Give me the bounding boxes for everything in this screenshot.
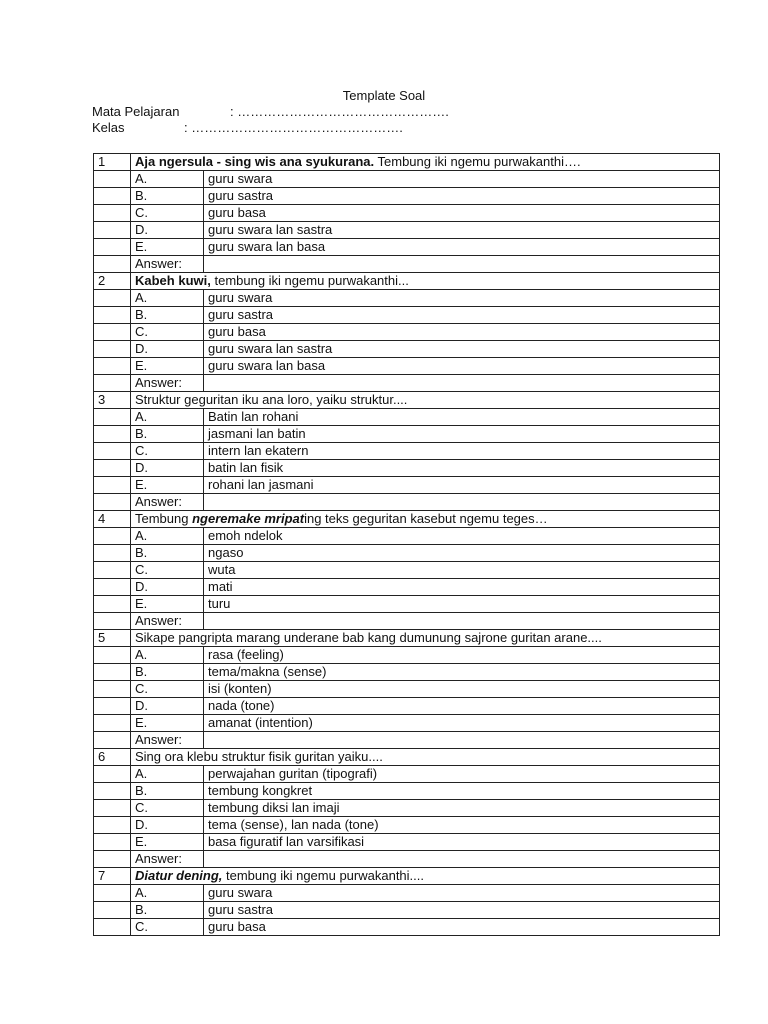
option-row [94,783,720,800]
number-spacer [94,324,131,341]
question-row [94,511,720,528]
answer-row [94,613,720,630]
option-row [94,307,720,324]
option-row [94,409,720,426]
option-text: guru swara lan sastra [204,341,720,358]
answer-row [94,732,720,749]
option-text: tembung diksi lan imaji [204,800,720,817]
answer-field[interactable] [204,256,720,273]
number-spacer [94,732,131,749]
option-letter: B. [131,307,204,324]
option-letter: A. [131,766,204,783]
option-text: guru swara [204,885,720,902]
class-label: Kelas [92,120,125,135]
number-spacer [94,664,131,681]
option-letter: E. [131,477,204,494]
option-text: nada (tone) [204,698,720,715]
number-spacer [94,647,131,664]
option-text: tema/makna (sense) [204,664,720,681]
option-row [94,443,720,460]
number-spacer [94,256,131,273]
question-stem-prefix: Tembung [135,511,193,526]
option-letter: A. [131,647,204,664]
option-letter: E. [131,358,204,375]
option-letter: D. [131,222,204,239]
number-spacer [94,188,131,205]
option-row [94,188,720,205]
number-spacer [94,426,131,443]
option-letter: C. [131,205,204,222]
option-row [94,324,720,341]
option-row [94,698,720,715]
option-letter: B. [131,426,204,443]
option-row [94,222,720,239]
answer-label: Answer: [131,256,204,273]
option-text: mati [204,579,720,596]
number-spacer [94,885,131,902]
option-text: guru sastra [204,188,720,205]
option-text: isi (konten) [204,681,720,698]
option-letter: C. [131,443,204,460]
option-row [94,919,720,936]
number-spacer [94,205,131,222]
question-stem-rest: ing teks geguritan kasebut ngemu teges… [304,511,548,526]
option-letter: B. [131,664,204,681]
option-letter: B. [131,902,204,919]
question-number: 5 [94,630,131,647]
option-letter: D. [131,460,204,477]
number-spacer [94,171,131,188]
number-spacer [94,800,131,817]
option-text: tembung kongkret [204,783,720,800]
question-stem [131,749,720,766]
number-spacer [94,528,131,545]
question-row [94,154,720,171]
number-spacer [94,596,131,613]
class-value: : …………………………………………. [184,120,403,135]
option-letter: D. [131,817,204,834]
number-spacer [94,851,131,868]
question-number: 2 [94,273,131,290]
option-text: emoh ndelok [204,528,720,545]
option-letter: D. [131,579,204,596]
option-text: guru basa [204,919,720,936]
answer-field[interactable] [204,375,720,392]
option-letter: D. [131,341,204,358]
option-text: guru basa [204,324,720,341]
answer-row [94,494,720,511]
option-letter: B. [131,545,204,562]
option-text: guru swara lan basa [204,358,720,375]
option-letter: C. [131,562,204,579]
option-letter: A. [131,885,204,902]
question-row [94,868,720,885]
answer-label: Answer: [131,732,204,749]
answer-label: Answer: [131,375,204,392]
option-row [94,426,720,443]
answer-label: Answer: [131,851,204,868]
number-spacer [94,562,131,579]
number-spacer [94,358,131,375]
question-stem [131,868,720,885]
option-letter: B. [131,783,204,800]
question-stem-rest: tembung iki ngemu purwakanthi.... [222,868,424,883]
number-spacer [94,698,131,715]
number-spacer [94,239,131,256]
option-row [94,545,720,562]
option-row [94,528,720,545]
option-text: guru swara lan sastra [204,222,720,239]
question-stem [131,511,720,528]
number-spacer [94,341,131,358]
option-row [94,715,720,732]
option-row [94,579,720,596]
number-spacer [94,443,131,460]
option-text: jasmani lan batin [204,426,720,443]
number-spacer [94,494,131,511]
question-table [93,153,720,936]
option-row [94,477,720,494]
answer-label: Answer: [131,494,204,511]
option-row [94,817,720,834]
option-text: intern lan ekatern [204,443,720,460]
option-text: guru swara [204,171,720,188]
option-row [94,834,720,851]
question-stem-rest: tembung iki ngemu purwakanthi... [210,273,409,288]
option-row [94,341,720,358]
number-spacer [94,545,131,562]
option-letter: A. [131,290,204,307]
number-spacer [94,579,131,596]
question-number: 6 [94,749,131,766]
question-stem-rest: Tembung iki ngemu purwakanthi…. [374,154,581,169]
question-number: 3 [94,392,131,409]
number-spacer [94,477,131,494]
option-row [94,664,720,681]
option-row [94,596,720,613]
option-text: guru basa [204,205,720,222]
number-spacer [94,715,131,732]
number-spacer [94,681,131,698]
option-row [94,902,720,919]
answer-row [94,851,720,868]
subject-line [92,104,449,119]
number-spacer [94,460,131,477]
answer-field[interactable] [204,851,720,868]
question-stem-emphasis: Kabeh kuwi, [135,273,211,288]
option-text: turu [204,596,720,613]
question-row [94,392,720,409]
option-text: guru sastra [204,307,720,324]
option-row [94,562,720,579]
option-text: perwajahan guritan (tipografi) [204,766,720,783]
option-letter: C. [131,681,204,698]
option-text: batin lan fisik [204,460,720,477]
number-spacer [94,902,131,919]
option-row [94,800,720,817]
option-letter: A. [131,409,204,426]
question-stem-emphasis: Diatur dening, [135,868,223,883]
option-text: rohani lan jasmani [204,477,720,494]
number-spacer [94,919,131,936]
option-text: wuta [204,562,720,579]
option-letter: C. [131,800,204,817]
option-letter: E. [131,596,204,613]
question-row [94,630,720,647]
number-spacer [94,613,131,630]
number-spacer [94,766,131,783]
question-stem [131,630,720,647]
answer-label: Answer: [131,613,204,630]
option-letter: E. [131,834,204,851]
option-text: Batin lan rohani [204,409,720,426]
option-text: guru sastra [204,902,720,919]
option-row [94,885,720,902]
answer-row [94,256,720,273]
option-letter: A. [131,171,204,188]
number-spacer [94,783,131,800]
option-letter: A. [131,528,204,545]
answer-field[interactable] [204,494,720,511]
question-stem-emphasis: ngeremake mripat [192,511,305,526]
option-row [94,681,720,698]
option-row [94,460,720,477]
option-text: basa figuratif lan varsifikasi [204,834,720,851]
class-line [92,120,403,135]
option-row [94,647,720,664]
option-text: tema (sense), lan nada (tone) [204,817,720,834]
answer-row [94,375,720,392]
number-spacer [94,375,131,392]
question-row [94,749,720,766]
question-row [94,273,720,290]
option-row [94,239,720,256]
option-row [94,205,720,222]
option-letter: B. [131,188,204,205]
number-spacer [94,409,131,426]
option-letter: C. [131,919,204,936]
question-stem [131,154,720,171]
option-text: amanat (intention) [204,715,720,732]
answer-field[interactable] [204,732,720,749]
option-letter: E. [131,239,204,256]
number-spacer [94,222,131,239]
number-spacer [94,307,131,324]
option-letter: D. [131,698,204,715]
option-row [94,358,720,375]
question-stem [131,392,720,409]
option-letter: C. [131,324,204,341]
question-stem-emphasis: Aja ngersula - sing wis ana syukurana. [135,154,375,169]
option-text: ngaso [204,545,720,562]
question-number: 1 [94,154,131,171]
question-stem [131,273,720,290]
question-stem-text: Sikape pangripta marang underane bab kang dumunung sajrone guritan arane.... [135,630,602,645]
number-spacer [94,834,131,851]
option-text: rasa (feeling) [204,647,720,664]
question-stem-text: Sing ora klebu struktur fisik guritan yaiku.... [135,749,383,764]
option-letter: E. [131,715,204,732]
subject-value: : …………………………………………. [230,104,449,119]
question-stem-text: Struktur geguritan iku ana loro, yaiku struktur.... [135,392,408,407]
number-spacer [94,817,131,834]
subject-label: Mata Pelajaran [92,104,180,119]
number-spacer [94,290,131,307]
question-number: 7 [94,868,131,885]
question-number: 4 [94,511,131,528]
option-text: guru swara lan basa [204,239,720,256]
option-text: guru swara [204,290,720,307]
answer-field[interactable] [204,613,720,630]
option-row [94,290,720,307]
page-title: Template Soal [342,88,426,103]
option-row [94,171,720,188]
option-row [94,766,720,783]
